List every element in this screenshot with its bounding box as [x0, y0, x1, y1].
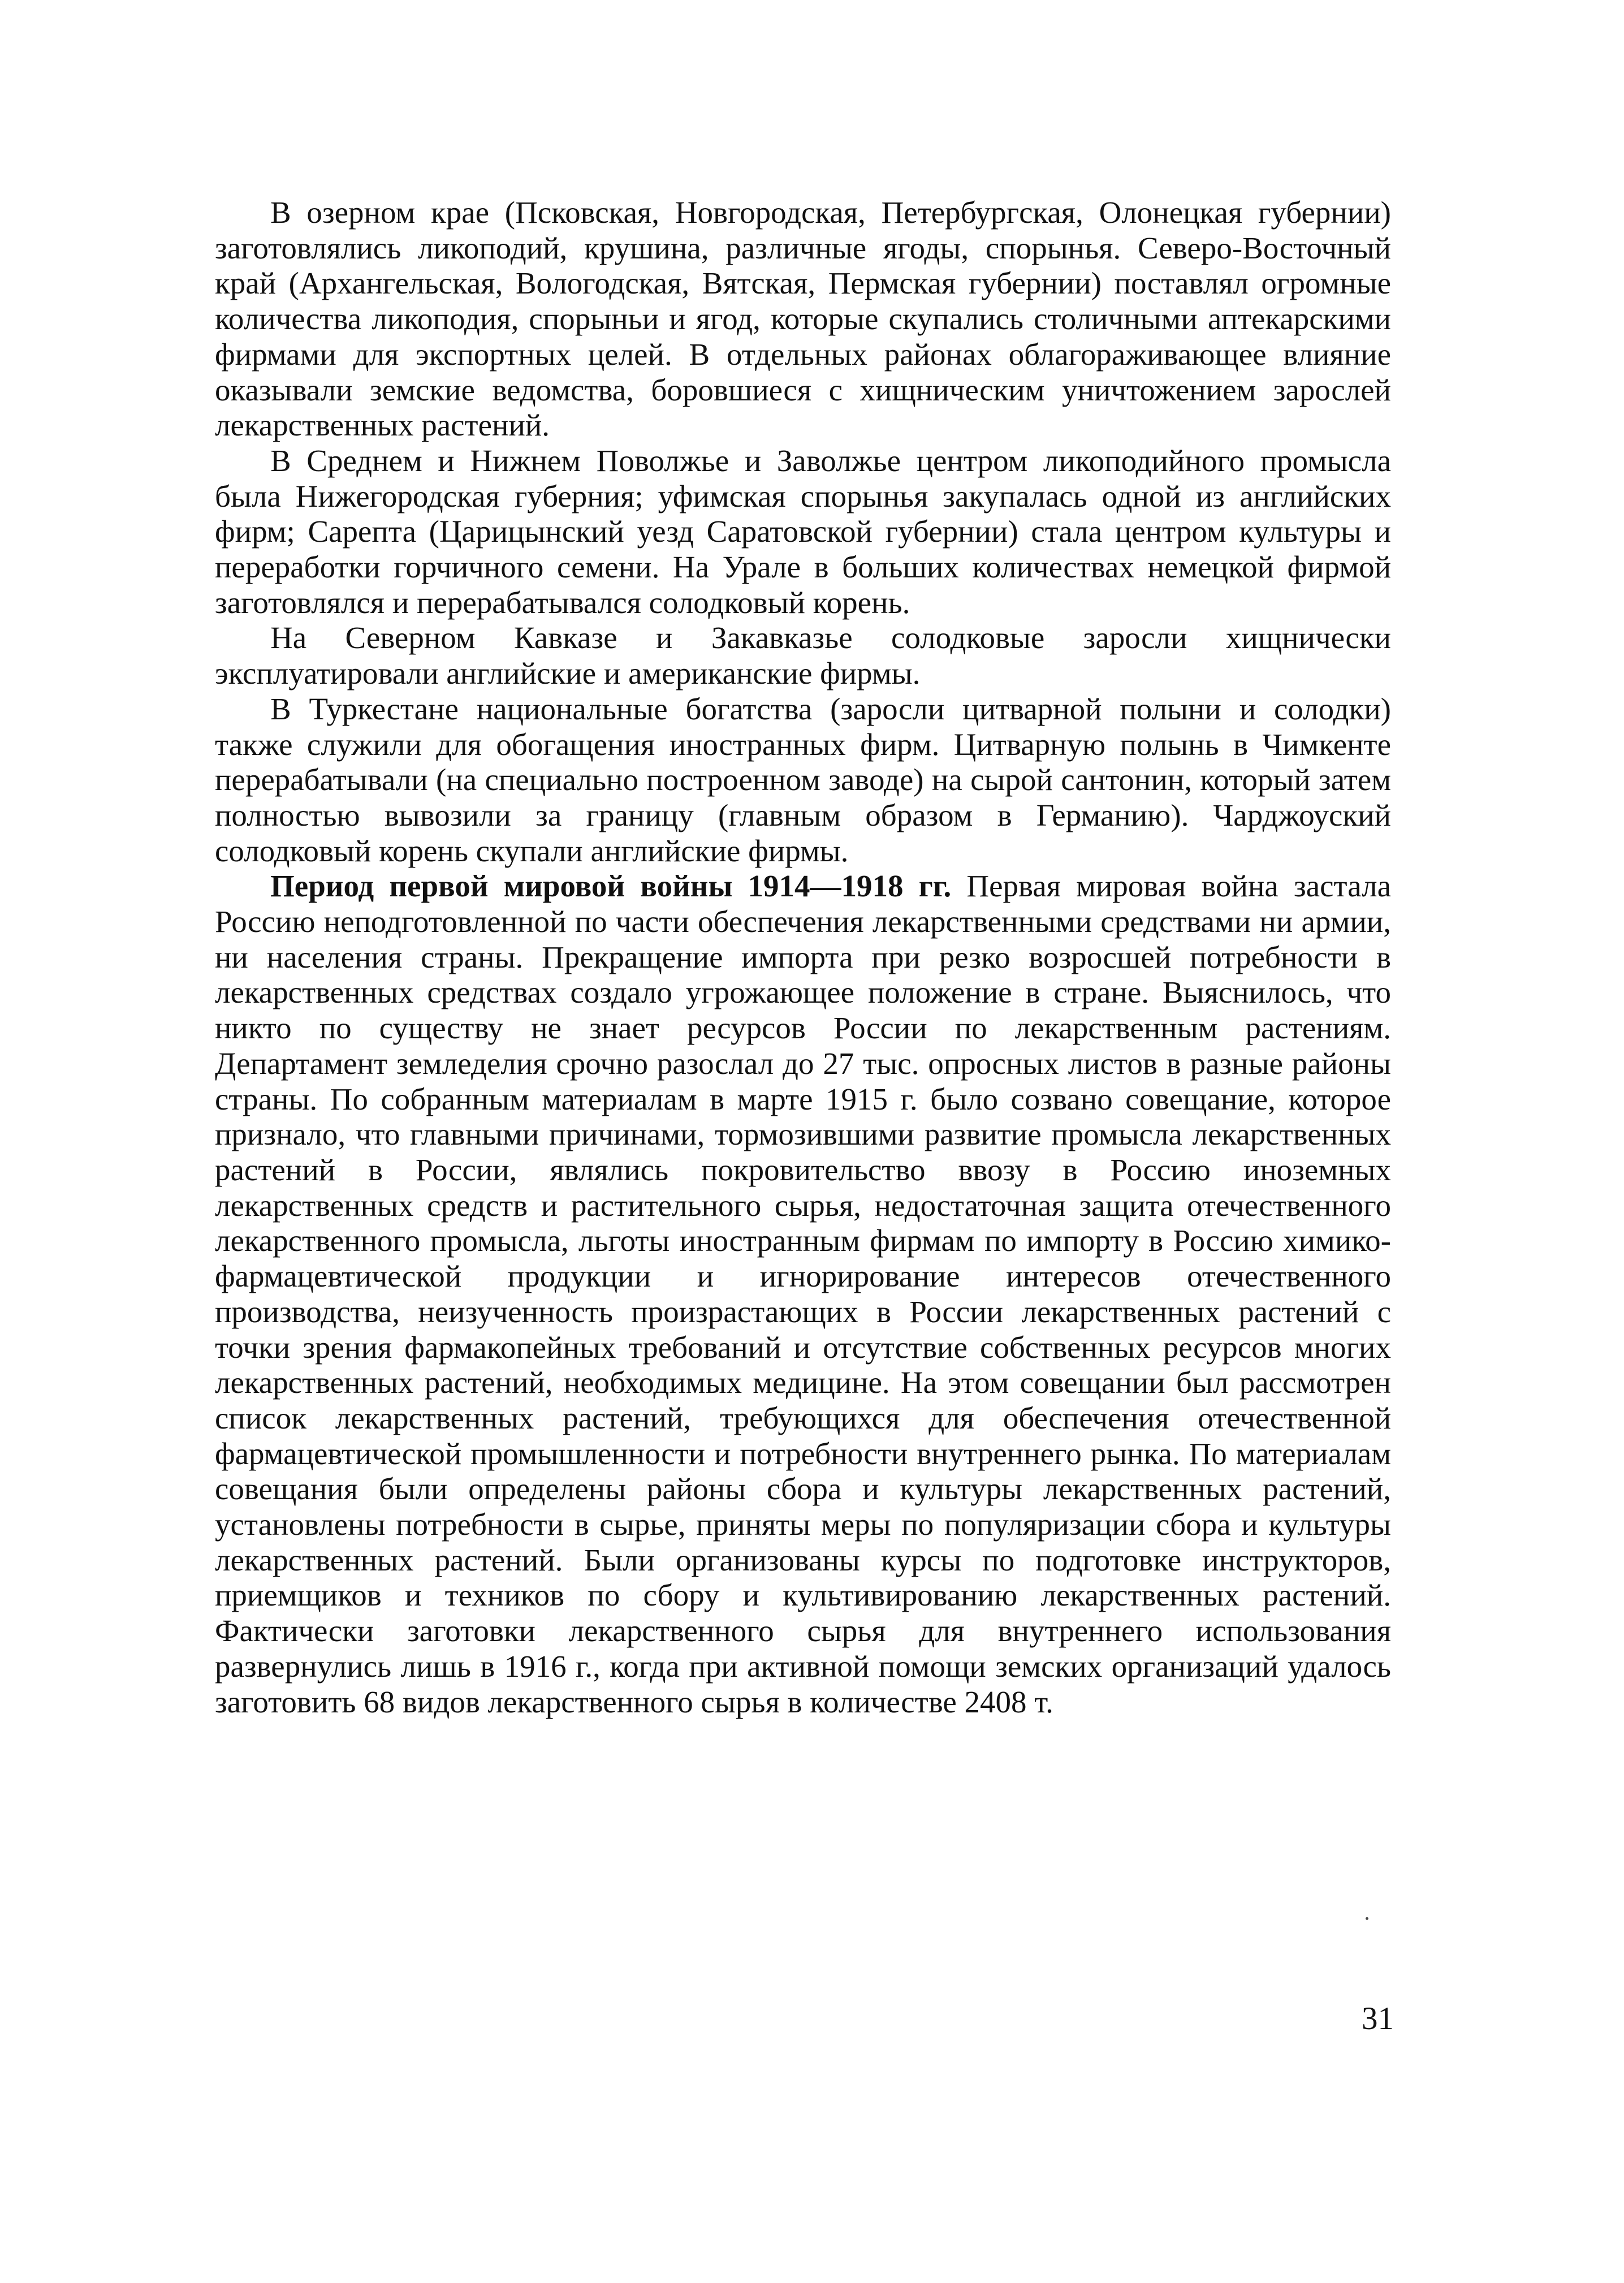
paper-speck: [1366, 1917, 1368, 1920]
section-heading: Период первой мировой войны 1914—1918 гг.: [270, 869, 952, 904]
paragraph-turkestan: В Туркестане национальные богатства (заросли цитварной полыни и солодки) также служили для обогащения иностранных фирм. Цитварную полынь в Чимкенте перерабатывали (на специально построенном заводе) на сырой сантонин, который затем полностью вывозили за границу (главным образом в Германию). Чарджоуский солодковый корень скупали английские фирмы.: [215, 691, 1391, 868]
body-text: [215, 195, 1391, 1720]
paragraph-caucasus: На Северном Кавказе и Закавказье солодковые заросли хищнически эксплуатировали английские и американские фирмы.: [215, 620, 1391, 691]
paragraph-ww1-period: [215, 869, 1391, 1720]
section-text: Первая мировая война застала Россию неподготовленной по части обеспечения лекарственными средствами ни армии, ни населения страны. Прекращение импорта при резко возросшей потребности в лекарственных средствах создало угрожающее положение в стране. Выяснилось, что никто по существу не знает ресурсов России по лекарственным растениям. Департамент земледелия срочно разослал до 27 тыс. опросных листов в разные районы страны. По собранным материалам в марте 1915 г. было созвано совещание, которое признало, что главными причинами, тормозившими развитие промысла лекарственных растений в России, являлись покровительство ввозу в Россию иноземных лекарственных средств и растительного сырья, недостаточная защита отечественного лекарственного промысла, льготы иностранным фирмам по импорту в Россию химико-фармацевтической продукции и игнорирование интересов отечественного производства, неизученность произрастающих в России лекарственных растений с точки зрения фармакопейных требований и отсутствие собственных ресурсов многих лекарственных растений, необходимых медицине. На этом совещании был рассмотрен список лекарственных растений, требующихся для обеспечения отечественной фармацевтической промышленности и потребности внутреннего рынка. По материалам совещания были определены районы сбора и культуры лекарственных растений, установлены потребности в сырье, приняты меры по популяризации сбора и культуры лекарственных растений. Были организованы курсы по подготовке инструкторов, приемщиков и техников по сбору и культивированию лекарственных растений. Фактически заготовки лекарственного сырья для внутреннего использования развернулись лишь в 1916 г., когда при активной помощи земских организаций удалось заготовить 68 видов лекарственного сырья в количестве 2408 т.: [215, 869, 1391, 1719]
paragraph-lake-region: В озерном крае (Псковская, Новгородская, Петербургская, Олонецкая губернии) заготовлялись ликоподий, крушина, различные ягоды, спорынья. Северо-Восточный край (Архангельская, Вологодская, Вятская, Пермская губернии) поставлял огромные количества ликоподия, спорыньи и ягод, которые скупались столичными аптекарскими фирмами для экспортных целей. В отдельных районах облагораживающее влияние оказывали земские ведомства, боровшиеся с хищническим уничтожением зарослей лекарственных растений.: [215, 195, 1391, 443]
paragraph-volga-region: В Среднем и Нижнем Поволжье и Заволжье центром ликоподийного промысла была Нижегородская губерния; уфимская спорынья закупалась одной из английских фирм; Сарепта (Царицынский уезд Саратовской губернии) стала центром культуры и переработки горчичного семени. На Урале в больших количествах немецкой фирмой заготовлялся и перерабатывался солодковый корень.: [215, 443, 1391, 620]
page-number: 31: [1362, 2001, 1394, 2036]
